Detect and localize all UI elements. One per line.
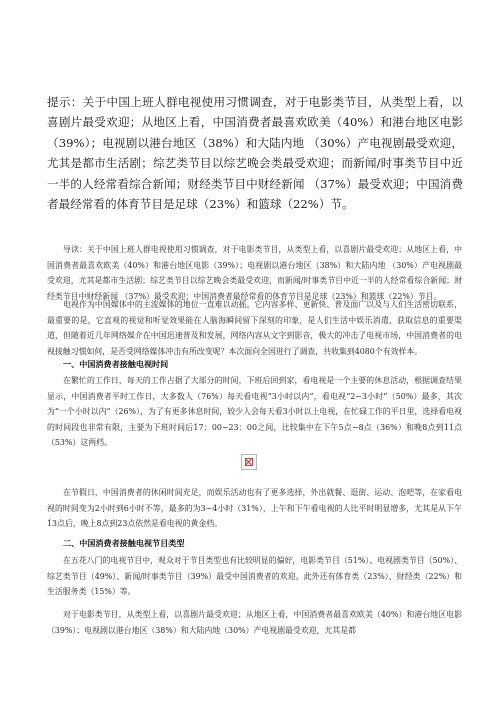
body-paragraph-3: 在节假日，中国消费者的休闲时间充足，而娱乐活动也有了更多选择，外出就餐、逛街、运动、泡吧等，在家看电视的时间变为2小时到6小时不等，最多的为3~4小时（31%），上午和下午看电视的人比平时明显增多，尤其是从下午13点后，晚上8点到23点依然是看电视的黄金档。 xyxy=(47,488,462,529)
broken-image-icon xyxy=(245,458,253,466)
body-paragraph-5: 对于电影类节目，从类型上看，以喜剧片最受欢迎；从地区上看，中国消费者最喜欢欧美（40%）和港台地区电影（39%）；电视剧以港台地区（38%）和大陆内地（30%）产电视剧最受欢迎，尤其是都 xyxy=(47,610,462,635)
broken-image-placeholder xyxy=(241,454,257,470)
summary-paragraph: 提示：关于中国上班人群电视使用习惯调查，对于电影类节目，从类型上看，以喜剧片最受欢迎；从地区上看，中国消费者最喜欢欧美（40%）和港台地区电影（39%）；电视剧以港台地区（38%）和大陆内地 （30%）产电视剧最受欢迎，尤其是都市生活剧；综艺类节目以综艺晚会类最受欢迎；而新闻/时事类节目中近一半的人经常看综合新闻；财经类节目中财经新闻 （37%）最受欢迎；中国消费者最经常看的体育节目是足球（23%）和篮球（22%）节。 xyxy=(47,95,463,212)
body-paragraph-2: 在繁忙的工作日，每天的工作占据了大部分的时间，下班后回到家，看电视是一个主要的休息活动，根据调查结果显示，中国消费者平时工作日，大多数人（76%）每天看电视“3小时以内”，看电视“2~3小时”（50%）最多，其次为“一个小时以内”（26%），为了有更多休息时间，较少人会每天看3小时以上电视，在忙碌工作的平日里，选择看电视的时间段也非常有限，主要为下班时间后17：00~23：00之间，比较集中在下午5点~8点（36%）和晚8点到11点（53%）这两档。 xyxy=(47,376,462,448)
section-heading-2: 二、中国消费者接触电视节目类型 xyxy=(63,538,185,548)
body-paragraph-1: 电视作为中国媒体中的主流媒体的地位一直难以动摇。它内容多样、更新快、普及面广以及与人们生活密切联系，最重要的是，它直观的视觉和听觉效果能在人脑海瞬间留下深刻的印象，是人们生活中娱乐消遣、获取信息的重要渠道，但随着近几年网络媒介在中国迅速普及和发展，网络内容从文字到影音，极大的冲击了电视市场，中国消费者的电视接触习惯如何，是否受网络媒体冲击有所改变呢？本次面向全国进行了调查，共收集到4080个有效样本。 xyxy=(47,300,462,356)
body-paragraph-4: 在五花八门的电视节目中，观众对于节目类型也有比较明显的偏好，电影类节目（51%）、电视剧类节目（50%）、综艺类节目（49%）、新闻/时事类节目（39%）最受中国消费者的欢迎。此外还有体育类（23%）、财经类（22%）和生活服务类（15%）等。 xyxy=(47,556,462,597)
section-heading-1: 一、中国消费者接触电视时间 xyxy=(63,359,169,369)
intro-paragraph: 导读：关于中国上班人群电视使用习惯调查，对于电影类节目，从类型上看，以喜剧片最受欢迎；从地区上看，中国消费者最喜欢欧美（40%）和港台地区电影（39%）；电视剧以港台地区（38%）和大陆内地 （30%）产电视剧最受欢迎，尤其是都市生活剧；综艺类节目以综艺晚会类最受欢迎，而新闻/时事类节目中近一半的人经常看综合新闻；财经类节目中财经新闻 （37%）最受欢迎；中国消费者最经常看的体育节目是足球（23%）和篮球（22%）节目。 xyxy=(47,245,462,301)
